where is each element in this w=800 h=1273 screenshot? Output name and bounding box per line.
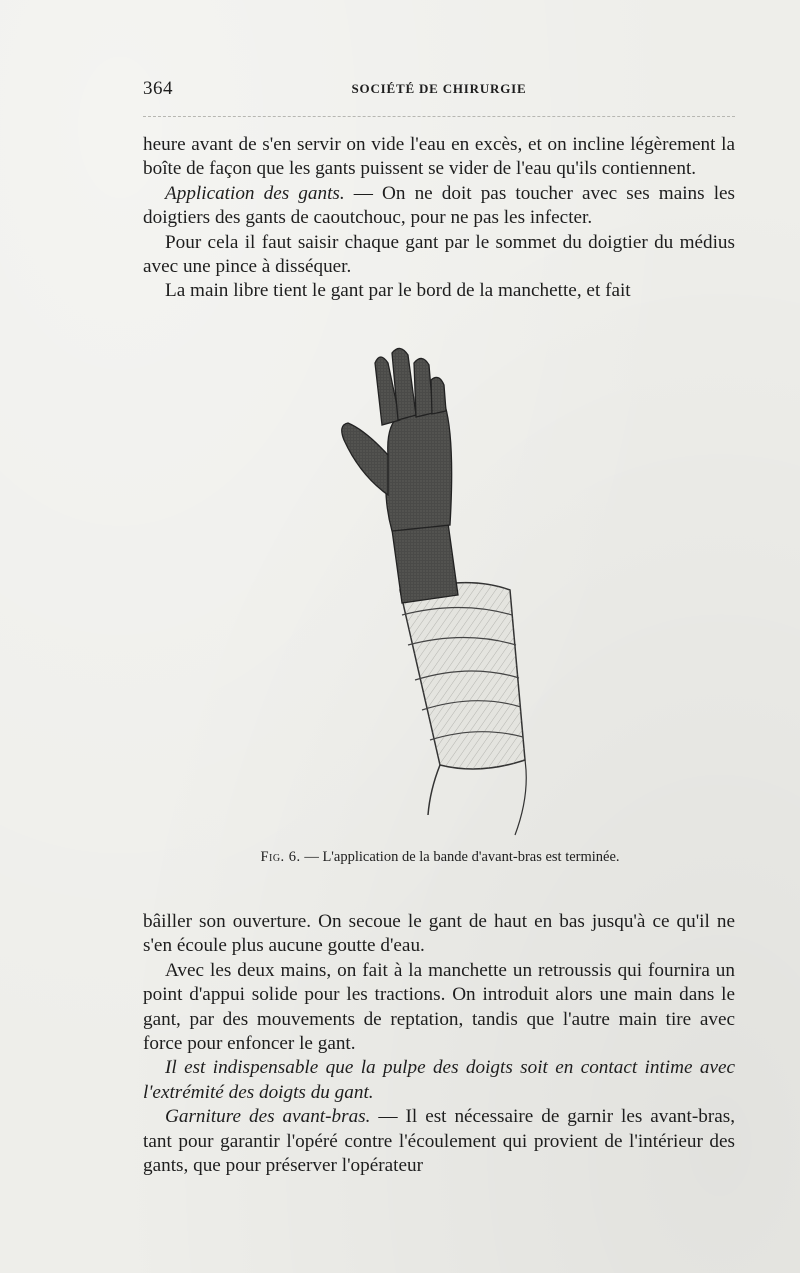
paragraph: Application des gants. — On ne doit pas toucher avec ses mains les doigtiers des gants de caoutchouc, pour ne pas les infecter. — [143, 182, 736, 229]
paragraph: Garniture des avant-bras. — Il est nécessaire de garnir les avant-bras, tant pour garantir l'opéré contre l'écoulement qui provient de l'intérieur des gants, que pour préserver l'opérateur — [143, 1106, 735, 1177]
paragraph: bâiller son ouverture. On secoue le gant de haut en bas jusqu'à ce qu'il ne s'en écoule plus aucune goutte d'eau. — [143, 911, 735, 957]
running-title: SOCIÉTÉ DE CHIRURGIE — [351, 81, 527, 96]
paragraph: Avec les deux mains, on fait à la manchette un retroussis qui fournira un point d'appui solide pour les tractions. On introduit alors une main dans le gant, par des mouvements de reptation, tandis que l'autre main tire avec force pour enfoncer le gant. — [143, 959, 735, 1055]
paragraph: heure avant de s'en servir on vide l'eau en excès, et on incline légèrement la boîte de façon que les gants puissent se vider de l'eau qu'ils contiennent. — [143, 134, 735, 180]
paragraph: Pour cela il faut saisir chaque gant par le sommet du doigtier du médius avec une pince à disséquer. — [143, 231, 735, 278]
figure-caption-text: — L'application de la bande d'avant-bras est terminée. — [300, 849, 620, 865]
header-rule — [143, 116, 735, 117]
figure-label: Fig. 6. — [260, 849, 301, 865]
page-number: 364 — [143, 78, 173, 99]
text-block-top — [143, 133, 735, 304]
paragraph: Il est indispensable que la pulpe des doigts soit en contact intime avec l'extrémité des doigts du gant. — [143, 1057, 735, 1103]
paragraph: La main libre tient le gant par le bord de la manchette, et fait — [165, 280, 631, 302]
figure-caption — [250, 848, 630, 866]
page-header — [143, 78, 735, 100]
gloved-forearm-bandage-illustration — [330, 345, 550, 845]
text-block-bottom — [143, 910, 735, 1178]
